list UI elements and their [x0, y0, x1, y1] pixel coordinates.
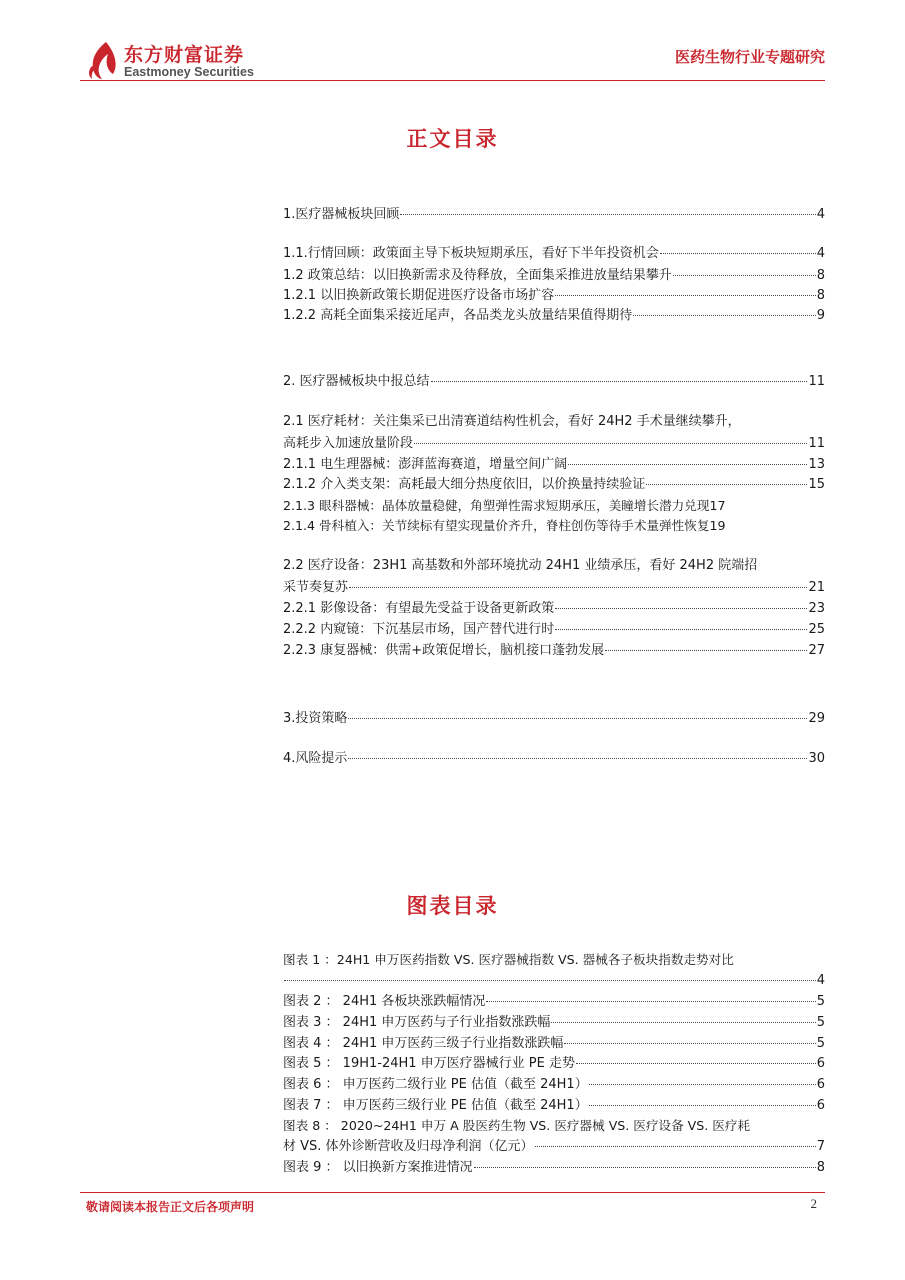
leader-dots: [576, 1062, 816, 1064]
toc-entry[interactable]: [283, 599, 825, 619]
report-category: 医药生物行业专题研究: [674, 48, 825, 66]
toc-entry[interactable]: [283, 749, 825, 769]
toc-entry[interactable]: [283, 709, 825, 729]
toc-entry-text: 2.2.1 影像设备：有望最先受益于设备更新政策: [283, 601, 555, 616]
toc-entry[interactable]: [283, 475, 825, 495]
toc-entry-page: 8: [816, 1160, 825, 1175]
toc-entry-page: 9: [816, 308, 825, 323]
toc-entry[interactable]: [283, 455, 825, 475]
page-number: 2: [810, 1196, 817, 1211]
toc-entry-text: 4.风险提示: [283, 751, 348, 766]
leader-dots: [555, 607, 807, 609]
leader-dots: [555, 628, 807, 630]
leader-dots: [633, 314, 816, 316]
toc-entry-text-line1: 图表 8 ： 2020~24H1 申万 A 股医药生物 VS. 医疗器械 VS. 医疗设备 VS. 医疗耗: [283, 1118, 751, 1133]
toc-entry-page: 30: [808, 751, 825, 766]
toc-entry[interactable]: [283, 1096, 825, 1116]
toc-entry[interactable]: [283, 1158, 825, 1178]
toc-entry-page: 11: [808, 374, 825, 389]
toc-entry[interactable]: [283, 1054, 825, 1074]
toc-entry-page: 8: [816, 288, 825, 303]
leader-dots: [589, 1104, 816, 1106]
leader-dots: [551, 1021, 815, 1023]
toc-entry-text: 图表 9 ： 以旧换新方案推进情况: [283, 1160, 473, 1175]
toc-entry-page: 8: [816, 268, 825, 283]
leader-dots: [555, 294, 816, 296]
toc-entry-text: 高耗步入加速放量阶段: [283, 436, 414, 451]
toc-entry-text: 1.2 政策总结：以旧换新需求及待释放，全面集采推进放量结果攀升: [283, 268, 672, 283]
toc-entry-text: 材 VS. 体外诊断营收及归母净利润（亿元）: [283, 1139, 534, 1154]
page-header: [0, 0, 905, 100]
toc-entry-text: 图表 3 ： 24H1 申万医药与子行业指数涨跌幅: [283, 1015, 551, 1030]
toc-entry[interactable]: [283, 641, 825, 661]
toc-entry-text: 图表 6 ： 申万医药二级行业 PE 估值（截至 24H1）: [283, 1077, 588, 1092]
toc-entry[interactable]: [283, 1075, 825, 1095]
toc-entry[interactable]: [283, 620, 825, 640]
toc-entry[interactable]: [283, 412, 825, 454]
toc-entry-page: 15: [808, 477, 825, 492]
footer-divider: [80, 1192, 825, 1193]
toc-entry-text-line1: 图表 1 ：24H1 申万医药指数 VS. 医疗器械指数 VS. 器械各子板块指数走势对比: [283, 952, 734, 967]
leader-dots: [431, 380, 808, 382]
leader-dots: [414, 442, 807, 444]
toc-entry-page: 29: [808, 711, 825, 726]
toc-entry[interactable]: [283, 556, 825, 598]
logo-chinese-name: 东方财富证券: [124, 44, 245, 66]
toc-entry-page: 5: [816, 1036, 825, 1051]
toc-entry-page: 7: [816, 1139, 825, 1154]
toc-main-title: 正文目录: [406, 127, 499, 151]
toc-entry-text: 2.1.3 眼科器械：晶体放量稳健，角塑弹性需求短期承压，美瞳增长潜力兑现: [283, 498, 710, 513]
toc-entry-page: 6: [816, 1098, 825, 1113]
toc-entry-page: 6: [816, 1077, 825, 1092]
toc-entry[interactable]: [283, 496, 825, 516]
leader-dots: [284, 979, 816, 981]
footer-disclaimer: 敬请阅读本报告正文后各项声明: [86, 1200, 255, 1214]
toc-entry-page: 4: [816, 207, 825, 222]
toc-entry[interactable]: [283, 244, 825, 264]
toc-entry[interactable]: [283, 286, 825, 306]
toc-figures-title: 图表目录: [406, 894, 499, 918]
toc-entry[interactable]: [283, 1116, 825, 1157]
toc-entry[interactable]: [283, 950, 825, 991]
toc-entry-page: 4: [816, 973, 825, 988]
leader-dots: [605, 649, 807, 651]
leader-dots: [535, 1145, 816, 1147]
leader-dots: [474, 1166, 816, 1168]
toc-entry-page: 5: [816, 994, 825, 1009]
toc-entry[interactable]: [283, 1013, 825, 1033]
toc-entry-text: 图表 4 ： 24H1 申万医药三级子行业指数涨跌幅: [283, 1036, 564, 1051]
toc-entry-text: 1.2.2 高耗全面集采接近尾声，各品类龙头放量结果值得期待: [283, 308, 633, 323]
toc-entry[interactable]: [283, 306, 825, 326]
toc-entry-page: 5: [816, 1015, 825, 1030]
toc-entry[interactable]: [283, 205, 825, 225]
toc-entry-text: 1.1.行情回顾：政策面主导下板块短期承压，看好下半年投资机会: [283, 246, 659, 261]
toc-entry-text: 2.2.3 康复器械：供需+政策促增长，脑机接口蓬勃发展: [283, 643, 605, 658]
leader-dots: [660, 252, 816, 254]
leader-dots: [568, 463, 807, 465]
toc-entry[interactable]: [283, 372, 825, 392]
toc-entry-text: 2.1.1 电生理器械：澎湃蓝海赛道，增量空间广阔: [283, 457, 568, 472]
leader-dots: [589, 1083, 816, 1085]
toc-entry-page: 13: [808, 457, 825, 472]
toc-entry-text: 2.1.4 骨科植入：关节续标有望实现量价齐升，脊柱创伤等待手术量弹性恢复: [283, 518, 710, 533]
toc-entry-text-line1: 2.2 医疗设备：23H1 高基数和外部环境扰动 24H1 业绩承压，看好 24H2 院端招: [283, 558, 758, 573]
header-divider: [80, 80, 825, 81]
toc-entry-text: 采节奏复苏: [283, 580, 349, 595]
toc-entry-text: 图表 7 ： 申万医药三级行业 PE 估值（截至 24H1）: [283, 1098, 588, 1113]
toc-entry[interactable]: [283, 266, 825, 286]
leader-dots: [348, 757, 807, 759]
toc-entry-text: 2.2.2 内窥镜：下沉基层市场，国产替代进行时: [283, 622, 555, 637]
toc-entry[interactable]: [283, 1034, 825, 1054]
flame-logo-icon: [86, 40, 120, 80]
toc-entry-page: 21: [808, 580, 825, 595]
toc-entry-page: 27: [808, 643, 825, 658]
logo-english-name: Eastmoney Securities: [124, 65, 254, 79]
leader-dots: [673, 274, 816, 276]
toc-entry-text: 2.1.2 介入类支架：高耗最大细分热度依旧，以价换量持续验证: [283, 477, 646, 492]
toc-entry[interactable]: [283, 992, 825, 1012]
toc-entry-page: 25: [808, 622, 825, 637]
toc-entry-text: 1.2.1 以旧换新政策长期促进医疗设备市场扩容: [283, 288, 555, 303]
toc-entry-text-line1: 2.1 医疗耗材：关注集采已出清赛道结构性机会，看好 24H2 手术量继续攀升，: [283, 414, 741, 429]
leader-dots: [349, 586, 807, 588]
toc-entry-text: 1.医疗器械板块回顾: [283, 207, 400, 222]
toc-entry[interactable]: [283, 516, 825, 536]
leader-dots: [564, 1042, 815, 1044]
toc-entry-text: 图表 5 ： 19H1-24H1 申万医疗器械行业 PE 走势: [283, 1056, 575, 1071]
toc-entry-page: 19: [709, 518, 726, 533]
leader-dots: [646, 483, 807, 485]
leader-dots: [400, 213, 815, 215]
toc-entry-page: 17: [709, 498, 726, 513]
toc-entry-page: 4: [816, 246, 825, 261]
toc-entry-text: 2. 医疗器械板块中报总结: [283, 374, 430, 389]
toc-entry-text: 图表 2 ： 24H1 各板块涨跌幅情况: [283, 994, 486, 1009]
leader-dots: [486, 1000, 815, 1002]
toc-entry-page: 6: [816, 1056, 825, 1071]
toc-entry-page: 11: [808, 436, 825, 451]
toc-entry-text: 3.投资策略: [283, 711, 348, 726]
leader-dots: [348, 717, 807, 719]
toc-entry-page: 23: [808, 601, 825, 616]
